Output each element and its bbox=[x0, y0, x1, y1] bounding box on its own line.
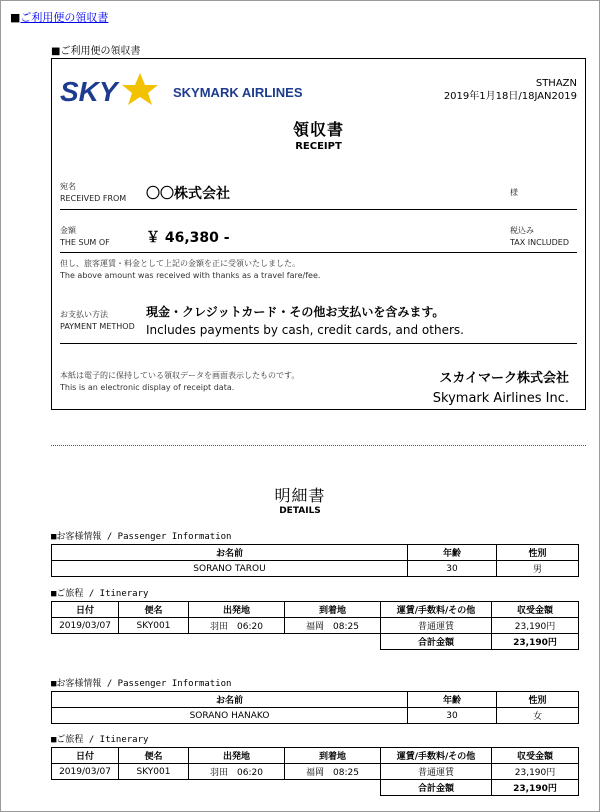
sum-label bbox=[60, 225, 110, 249]
received-label-en: RECEIVED FROM bbox=[60, 194, 127, 203]
passenger-table bbox=[51, 691, 579, 724]
departure: 羽田 06:20 bbox=[189, 618, 285, 634]
receipt-date: 2019年1月18日/18JAN2019 bbox=[443, 91, 577, 102]
logo-airline-text: SKYMARK AIRLINES bbox=[173, 85, 303, 100]
tax-en: TAX INCLUDED bbox=[510, 238, 569, 247]
passenger-age: 30 bbox=[408, 708, 497, 724]
header-departure: 出発地 bbox=[189, 748, 285, 764]
receipt-code: STHAZN bbox=[535, 78, 577, 89]
received-label-jp: 宛名 bbox=[60, 182, 76, 191]
details-title-jp: 明細書 bbox=[274, 486, 326, 505]
table-header-row bbox=[52, 602, 579, 618]
header-date: 日付 bbox=[52, 748, 119, 764]
received-label bbox=[60, 181, 126, 205]
flight-date: 2019/03/07 bbox=[52, 764, 119, 780]
header-amount: 収受金額 bbox=[492, 602, 579, 618]
passenger-name: SORANO HANAKO bbox=[52, 708, 408, 724]
note-jp: 但し、旅客運賃・料金として上記の金額を正に受領いたしました。 bbox=[60, 259, 300, 268]
passenger-info-label: ■お客様情報 / Passenger Information bbox=[51, 679, 232, 689]
divider bbox=[60, 209, 577, 210]
header-flight: 便名 bbox=[119, 602, 189, 618]
flight-number: SKY001 bbox=[119, 618, 189, 634]
total-row bbox=[52, 780, 579, 796]
skymark-logo bbox=[60, 71, 320, 107]
divider bbox=[60, 252, 577, 253]
table-row bbox=[52, 708, 579, 724]
departure: 羽田 06:20 bbox=[189, 764, 285, 780]
fare-amount: 23,190円 bbox=[492, 618, 579, 634]
tax-included bbox=[510, 225, 569, 249]
sum-value: ￥ 46,380 - bbox=[146, 230, 230, 246]
header-name: お名前 bbox=[52, 692, 408, 708]
sum-label-en: THE SUM OF bbox=[60, 238, 110, 247]
header-departure: 出発地 bbox=[189, 602, 285, 618]
header-age: 年齢 bbox=[408, 692, 497, 708]
table-header-row bbox=[52, 692, 579, 708]
header-date: 日付 bbox=[52, 602, 119, 618]
itinerary-label: ■ご旅程 / Itinerary bbox=[51, 735, 149, 745]
total-row bbox=[52, 634, 579, 650]
fare-amount: 23,190円 bbox=[492, 764, 579, 780]
company-jp: スカイマーク株式会社 bbox=[439, 371, 569, 386]
received-value: 〇〇株式会社 bbox=[146, 186, 230, 202]
arrival: 福岡 08:25 bbox=[285, 764, 381, 780]
itinerary-table bbox=[51, 601, 579, 650]
total-amount: 23,190円 bbox=[492, 780, 579, 796]
company-name bbox=[433, 369, 569, 409]
receipt-link[interactable]: ご利用便の領収書 bbox=[20, 11, 109, 24]
header-fare: 運賃/手数料/その他 bbox=[381, 748, 492, 764]
payment-method bbox=[146, 303, 464, 339]
arrival: 福岡 08:25 bbox=[285, 618, 381, 634]
passenger-age: 30 bbox=[408, 561, 497, 577]
company-en: Skymark Airlines Inc. bbox=[432, 391, 569, 406]
flight-number: SKY001 bbox=[119, 764, 189, 780]
footer-en: This is an electronic display of receipt data. bbox=[60, 383, 235, 392]
payment-jp: 現金・クレジットカード・その他お支払いを含みます。 bbox=[146, 305, 445, 319]
sum-label-jp: 金額 bbox=[60, 226, 76, 235]
payment-en: Includes payments by cash, credit cards, and others. bbox=[146, 323, 464, 337]
header-amount: 収受金額 bbox=[492, 748, 579, 764]
table-header-row bbox=[52, 748, 579, 764]
header-arrival: 到着地 bbox=[285, 748, 381, 764]
header-fare: 運賃/手数料/その他 bbox=[381, 602, 492, 618]
itinerary-table bbox=[51, 747, 579, 796]
header-arrival: 到着地 bbox=[285, 602, 381, 618]
receipt-note bbox=[60, 258, 320, 282]
fare-type: 普通運賃 bbox=[381, 618, 492, 634]
total-label: 合計金額 bbox=[381, 780, 492, 796]
passenger-name: SORANO TAROU bbox=[52, 561, 408, 577]
receipt-meta bbox=[444, 77, 577, 103]
divider bbox=[60, 343, 577, 344]
passenger-info-label: ■お客様情報 / Passenger Information bbox=[51, 532, 232, 542]
tax-jp: 税込み bbox=[510, 226, 534, 235]
itinerary-label: ■ご旅程 / Itinerary bbox=[51, 589, 149, 599]
note-en: The above amount was received with thanks as a travel fare/fee. bbox=[60, 271, 321, 280]
footer-jp: 本紙は電子的に保持している領収データを画面表示したものです。 bbox=[60, 371, 300, 380]
dotted-separator bbox=[51, 445, 586, 446]
table-row bbox=[52, 764, 579, 780]
receipt-title bbox=[52, 117, 585, 152]
logo-sky-text: SKY bbox=[60, 76, 118, 107]
table-row bbox=[52, 561, 579, 577]
payment-label-jp: お支払い方法 bbox=[60, 310, 108, 319]
receipt-box bbox=[51, 58, 586, 410]
details-title-en: DETAILS bbox=[279, 506, 321, 516]
bullet: ■ bbox=[10, 11, 21, 24]
details-title bbox=[0, 483, 600, 516]
header-name: お名前 bbox=[52, 545, 408, 561]
receipt-title-en: RECEIPT bbox=[295, 141, 342, 152]
fare-type: 普通運賃 bbox=[381, 764, 492, 780]
table-header-row bbox=[52, 545, 579, 561]
header-sex: 性別 bbox=[497, 692, 579, 708]
table-row bbox=[52, 618, 579, 634]
total-label: 合計金額 bbox=[381, 634, 492, 650]
header-age: 年齢 bbox=[408, 545, 497, 561]
passenger-sex: 女 bbox=[497, 708, 579, 724]
passenger-table bbox=[51, 544, 579, 577]
header-sex: 性別 bbox=[497, 545, 579, 561]
payment-label-en: PAYMENT METHOD bbox=[60, 322, 135, 331]
top-link-row bbox=[10, 9, 108, 25]
header-flight: 便名 bbox=[119, 748, 189, 764]
receipt-footer bbox=[60, 370, 299, 394]
total-amount: 23,190円 bbox=[492, 634, 579, 650]
passenger-sex: 男 bbox=[497, 561, 579, 577]
flight-date: 2019/03/07 bbox=[52, 618, 119, 634]
payment-label bbox=[60, 309, 135, 333]
section-label: ■ご利用便の領収書 bbox=[51, 46, 141, 57]
received-suffix: 様 bbox=[510, 188, 518, 197]
receipt-title-jp: 領収書 bbox=[292, 120, 344, 139]
